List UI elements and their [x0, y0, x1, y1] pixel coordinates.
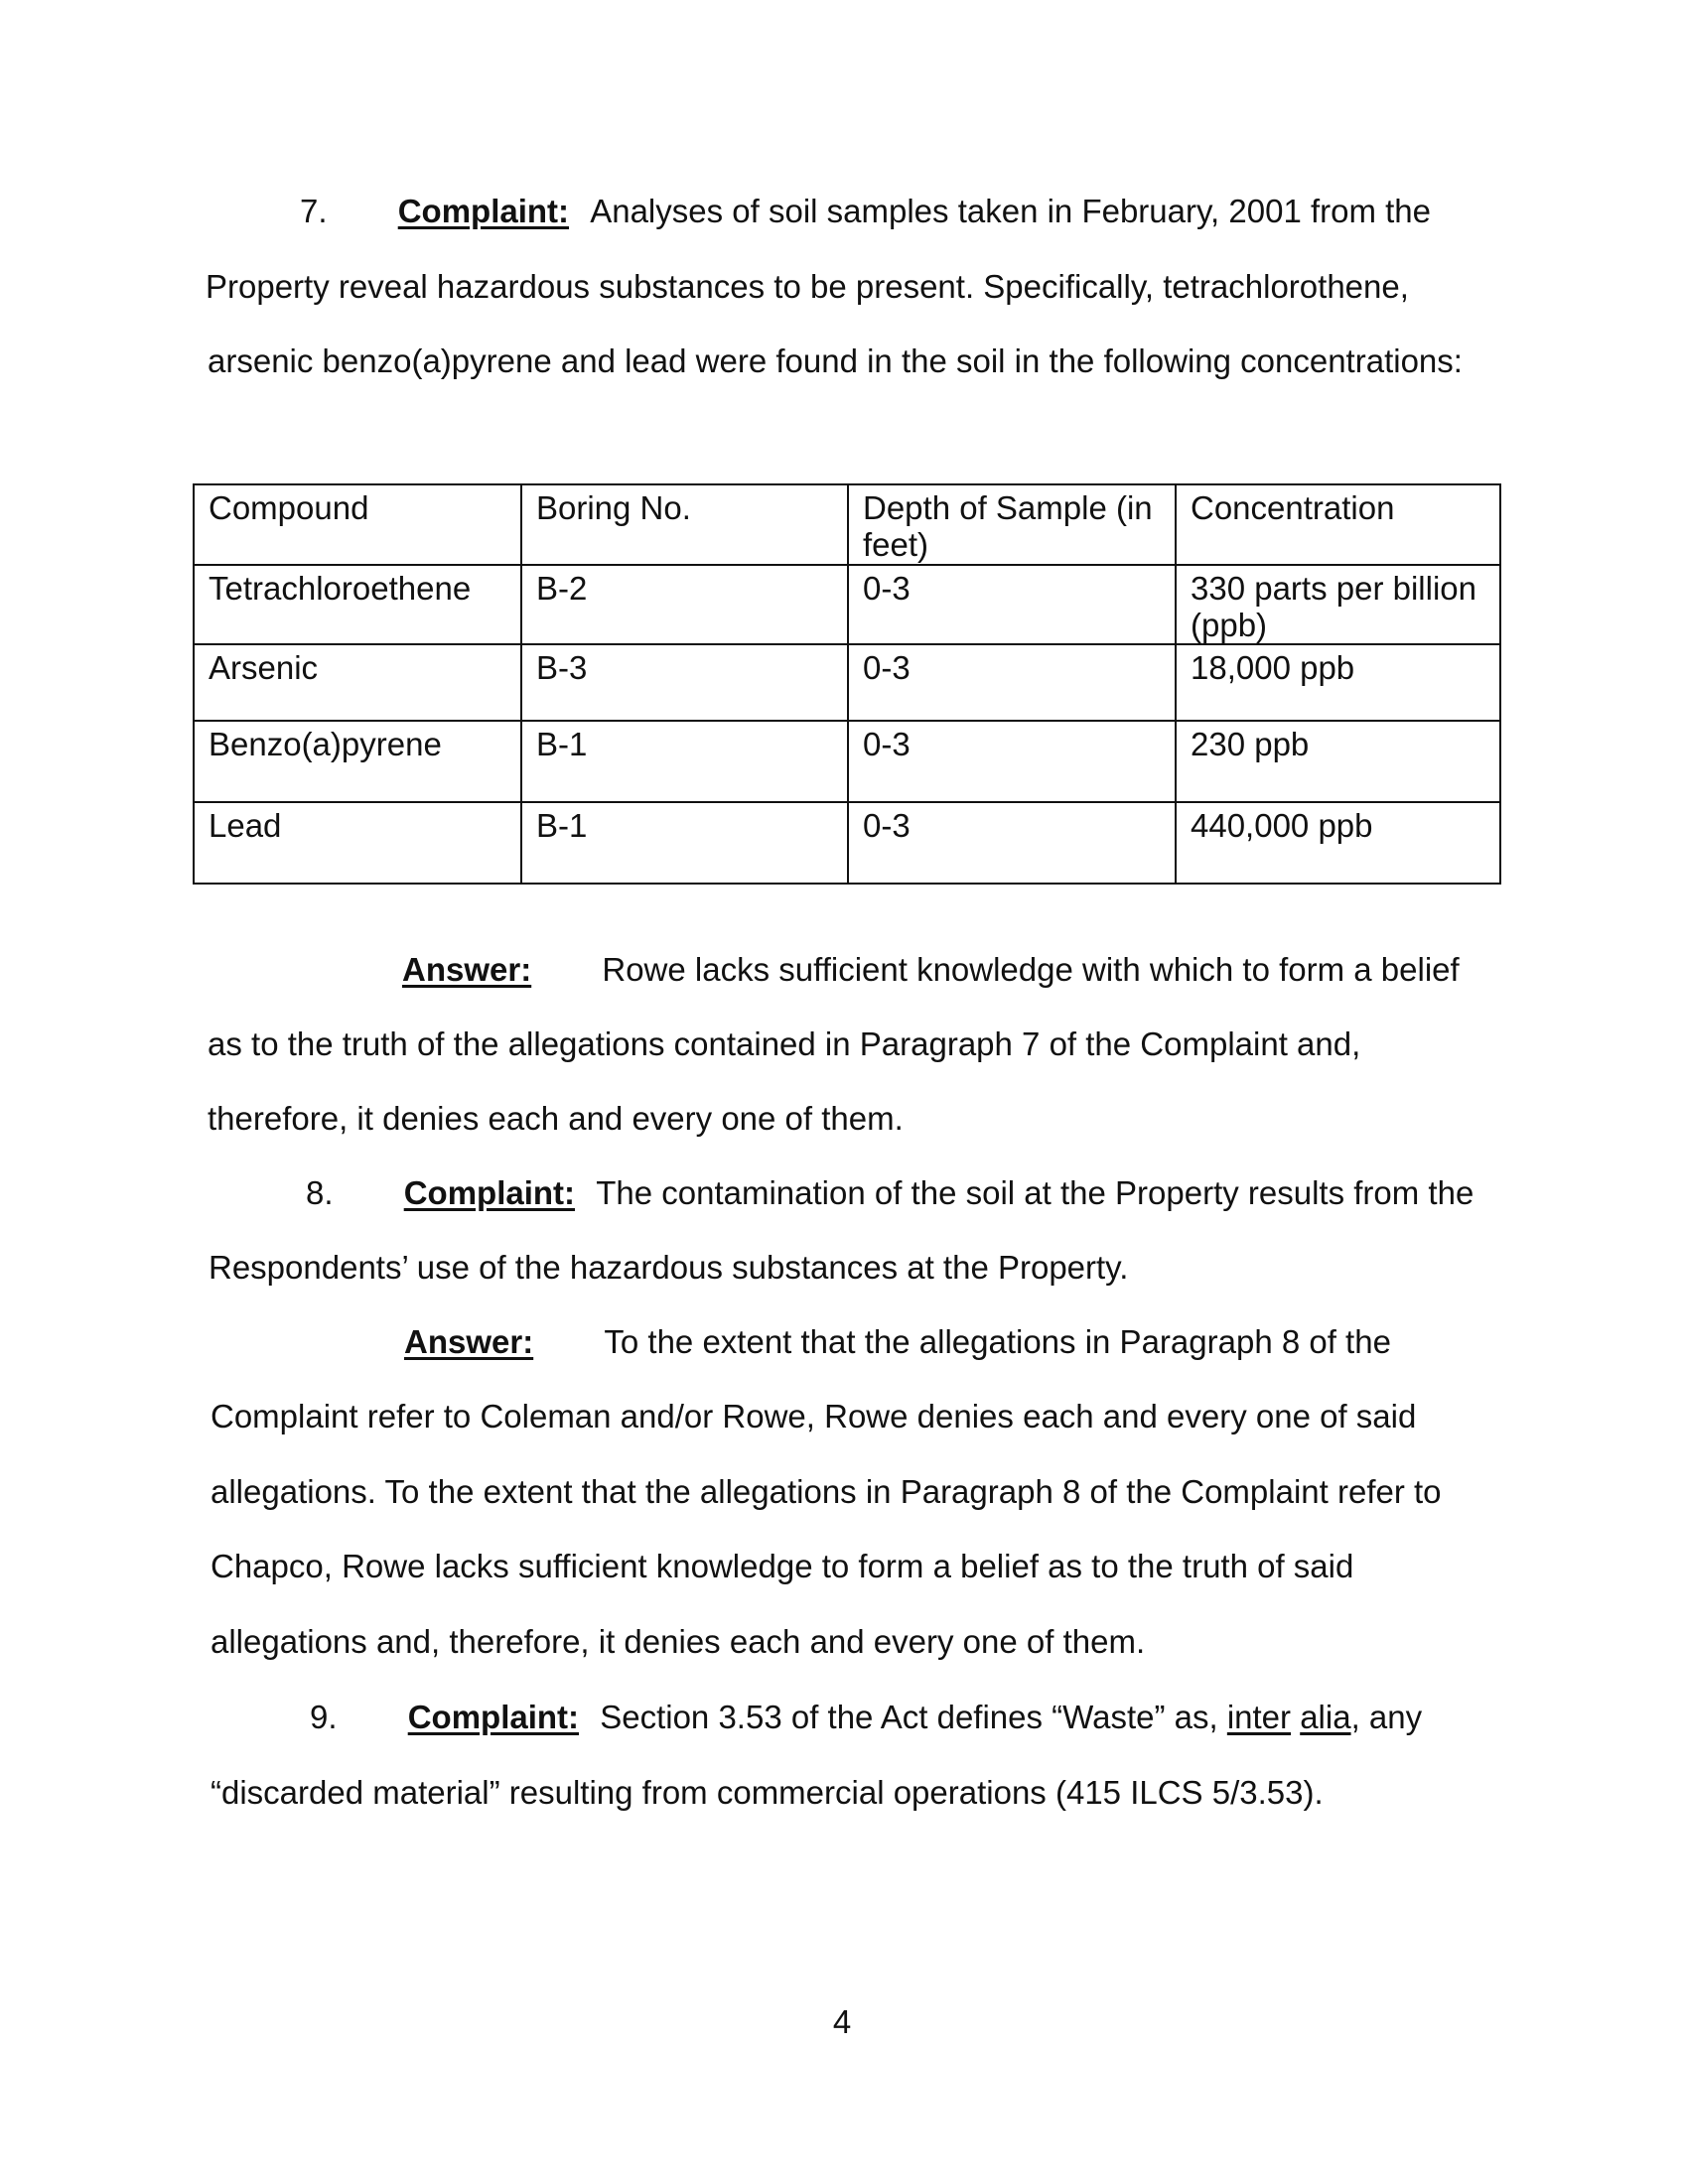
cell-compound: Arsenic — [194, 644, 521, 721]
cell-compound: Benzo(a)pyrene — [194, 721, 521, 802]
cell-boring-no: B-1 — [521, 721, 848, 802]
table-row — [194, 644, 1500, 721]
answer7-line3: therefore, it denies each and every one of them. — [208, 1100, 904, 1137]
header-concentration: Concentration — [1176, 484, 1500, 565]
para9-complaint-label: Complaint: — [407, 1699, 580, 1735]
answer8-line4: Chapco, Rowe lacks sufficient knowledge to form a belief as to the truth of said — [210, 1548, 1354, 1584]
answer8-line1 — [404, 1325, 1391, 1358]
cell-boring-no: B-1 — [521, 802, 848, 884]
para8-text-1: The contamination of the soil at the Property results from the — [596, 1174, 1474, 1211]
para8-line2: Respondents’ use of the hazardous substances at the Property. — [209, 1249, 1129, 1286]
para7-line2: Property reveal hazardous substances to be present. Specifically, tetrachlorothene, — [206, 268, 1409, 305]
cell-boring-no: B-3 — [521, 644, 848, 721]
answer7-line1 — [402, 953, 1460, 986]
answer7-label: Answer: — [402, 951, 532, 988]
answer8-line3: allegations. To the extent that the allegations in Paragraph 8 of the Complaint refer to — [210, 1473, 1442, 1510]
answer7-line2: as to the truth of the allegations contained in Paragraph 7 of the Complaint and, — [208, 1025, 1361, 1062]
inter-text: inter — [1226, 1699, 1292, 1735]
answer8-line2: Complaint refer to Coleman and/or Rowe, Rowe denies each and every one of said — [210, 1398, 1417, 1434]
para7-number: 7. — [300, 193, 328, 229]
table-row — [194, 802, 1500, 884]
para9-line2: “discarded material” resulting from commercial operations (415 ILCS 5/3.53). — [210, 1774, 1324, 1811]
para8-line1 — [306, 1176, 1474, 1209]
para9-text-1-end: , any — [1350, 1699, 1423, 1735]
header-depth: Depth of Sample (in feet) — [848, 484, 1176, 565]
page-number: 4 — [832, 2003, 852, 2040]
para9-text-1: Section 3.53 of the Act defines “Waste” as, — [600, 1699, 1218, 1735]
alia-text: alia — [1300, 1699, 1351, 1735]
header-compound: Compound — [194, 484, 521, 565]
cell-boring-no: B-2 — [521, 565, 848, 644]
para7-line3: arsenic benzo(a)pyrene and lead were found in the soil in the following concentrations: — [208, 342, 1463, 379]
answer7-text-1: Rowe lacks sufficient knowledge with which to form a belief — [602, 951, 1460, 988]
cell-depth: 0-3 — [848, 802, 1176, 884]
para7-line1 — [300, 195, 1431, 227]
para9-number: 9. — [310, 1699, 338, 1735]
cell-compound: Tetrachloroethene — [194, 565, 521, 644]
para7-complaint-label: Complaint: — [397, 193, 570, 229]
para7-text-1: Analyses of soil samples taken in February, 2001 from the — [590, 193, 1432, 229]
header-boring-no: Boring No. — [521, 484, 848, 565]
para8-complaint-label: Complaint: — [403, 1174, 576, 1211]
cell-compound: Lead — [194, 802, 521, 884]
cell-concentration: 230 ppb — [1176, 721, 1500, 802]
concentration-table — [193, 483, 1499, 885]
table-row — [194, 565, 1500, 644]
cell-concentration: 18,000 ppb — [1176, 644, 1500, 721]
cell-concentration: 440,000 ppb — [1176, 802, 1500, 884]
table-header-row — [194, 484, 1500, 565]
para8-number: 8. — [306, 1174, 334, 1211]
cell-depth: 0-3 — [848, 565, 1176, 644]
para9-line1 — [310, 1701, 1422, 1733]
table-row — [194, 721, 1500, 802]
cell-concentration: 330 parts per billion (ppb) — [1176, 565, 1500, 644]
cell-depth: 0-3 — [848, 644, 1176, 721]
cell-depth: 0-3 — [848, 721, 1176, 802]
answer8-label: Answer: — [404, 1323, 534, 1360]
answer8-line5: allegations and, therefore, it denies each and every one of them. — [210, 1623, 1146, 1660]
answer8-text-1: To the extent that the allegations in Paragraph 8 of the — [604, 1323, 1391, 1360]
